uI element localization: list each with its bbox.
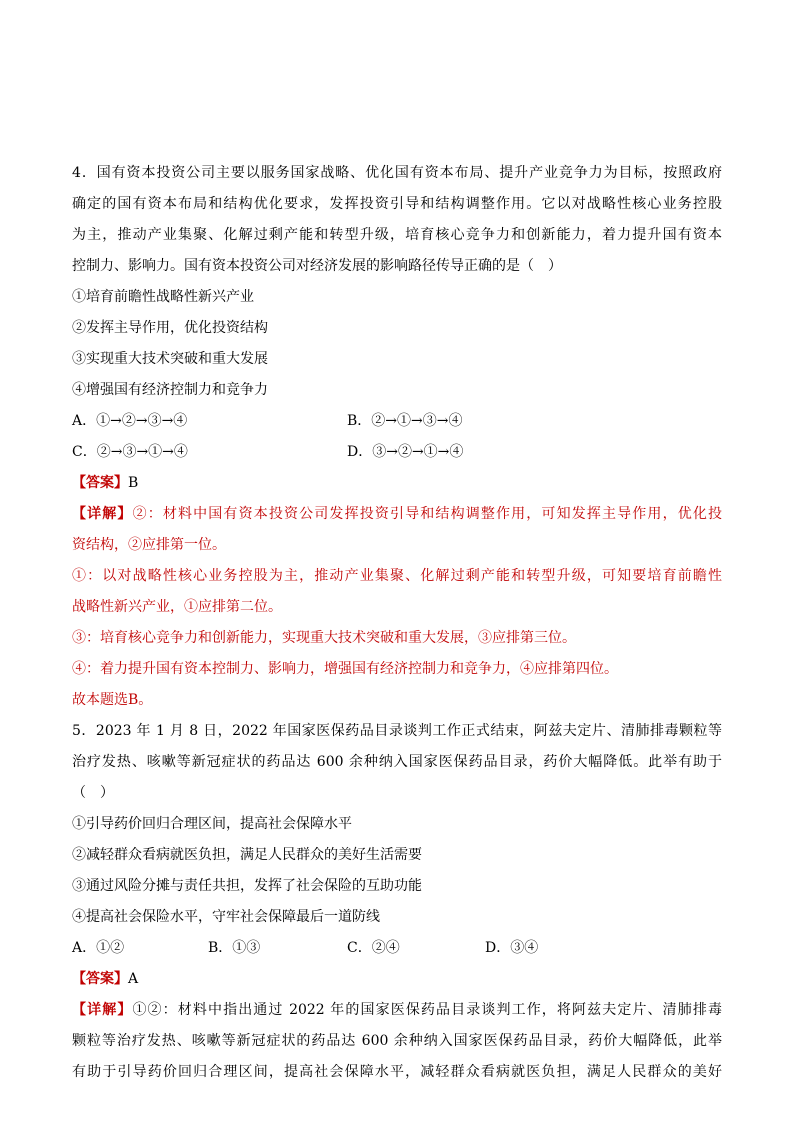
q5-option-d: D．③④ xyxy=(485,940,539,956)
q4-detail-line-6: ④：着力提升国有资本控制力、影响力，增强国有经济控制力和竞争力，④应排第四位。 xyxy=(72,661,618,677)
q5-detail-text-1: ①②：材料中指出通过 2022 年的国家医保药品目录谈判工作，将阿兹夫定片、清肺排毒 xyxy=(132,1002,722,1018)
q4-detail-label: 【详解】 xyxy=(72,506,133,522)
q4-detail-text-1: ②：材料中国有资本投资公司发挥投资引导和结构调整作用，可知发挥主导作用，优化投 xyxy=(132,506,723,522)
q4-option-c: C．②→③→①→④ xyxy=(72,444,188,460)
q4-detail-line-4: 战略性新兴产业，①应排第二位。 xyxy=(72,599,282,615)
q4-item-3: ③实现重大技术突破和重大发展 xyxy=(72,351,268,367)
q5-option-c: C．②④ xyxy=(347,940,400,956)
q5-option-b: B．①③ xyxy=(208,940,261,956)
q5-detail-label: 【详解】 xyxy=(72,1002,133,1018)
q5-item-1: ①引导药价回归合理区间，提高社会保障水平 xyxy=(72,816,352,832)
q5-detail-line-3: 有助于引导药价回归合理区间，提高社会保障水平，减轻群众看病就医负担，满足人民群众的美好 xyxy=(72,1064,722,1080)
q4-option-d: D．③→②→①→④ xyxy=(347,444,464,460)
q5-item-2: ②减轻群众看病就医负担，满足人民群众的美好生活需要 xyxy=(72,847,422,863)
q5-answer-label: 【答案】 xyxy=(72,971,128,987)
q4-item-2: ②发挥主导作用，优化投资结构 xyxy=(72,320,268,336)
q5-stem-line-3: （ ） xyxy=(72,785,114,801)
q4-item-4: ④增强国有经济控制力和竞争力 xyxy=(72,382,268,398)
q4-item-1: ①培育前瞻性战略性新兴产业 xyxy=(72,289,254,305)
q4-stem-line-3: 为主，推动产业集聚、化解过剩产能和转型升级，培育核心竞争力和创新能力，着力提升国有资本 xyxy=(72,227,722,243)
q4-answer-label: 【答案】 xyxy=(72,475,128,491)
q5-stem-line-1: 5．2023 年 1 月 8 日，2022 年国家医保药品目录谈判工作正式结束，阿兹夫定片、清肺排毒颗粒等 xyxy=(72,723,722,739)
q4-detail-line-3: ①：以对战略性核心业务控股为主，推动产业集聚、化解过剩产能和转型升级，可知要培育前瞻性 xyxy=(72,568,722,584)
q5-detail-line-2: 颗粒等治疗发热、咳嗽等新冠症状的药品达 600 余种纳入国家医保药品目录，药价大幅降低，此举 xyxy=(72,1033,722,1049)
q5-answer xyxy=(72,968,722,990)
q5-item-3: ③通过风险分摊与责任共担，发挥了社会保险的互助功能 xyxy=(72,878,422,894)
q4-stem-line-2: 确定的国有资本布局和结构优化要求，发挥投资引导和结构调整作用。它以对战略性核心业务控股 xyxy=(72,196,722,212)
q4-answer-value: B xyxy=(128,475,139,491)
q5-answer-value: A xyxy=(128,971,139,987)
q4-conclusion: 故本题选B。 xyxy=(72,692,153,708)
q5-detail-line-1 xyxy=(72,999,722,1021)
q4-detail-line-5: ③：培育核心竞争力和创新能力，实现重大技术突破和重大发展，③应排第三位。 xyxy=(72,630,576,646)
q5-option-a: A．①② xyxy=(72,940,125,956)
q4-stem-line-1: 4．国有资本投资公司主要以服务国家战略、优化国有资本布局、提升产业竞争力为目标，按照政府 xyxy=(72,165,722,181)
q4-stem-line-4: 控制力、影响力。国有资本投资公司对经济发展的影响路径传导正确的是（ ） xyxy=(72,258,562,274)
q4-detail-line-2: 资结构，②应排第一位。 xyxy=(72,537,226,553)
q4-option-a: A．①→②→③→④ xyxy=(72,413,188,429)
q4-answer xyxy=(72,472,722,494)
q5-stem-line-2: 治疗发热、咳嗽等新冠症状的药品达 600 余种纳入国家医保药品目录，药价大幅降低。此举有助于 xyxy=(72,754,722,770)
q4-option-b: B．②→①→③→④ xyxy=(347,413,463,429)
q5-item-4: ④提高社会保险水平，守牢社会保障最后一道防线 xyxy=(72,909,380,925)
q4-detail-line-1 xyxy=(72,503,722,525)
